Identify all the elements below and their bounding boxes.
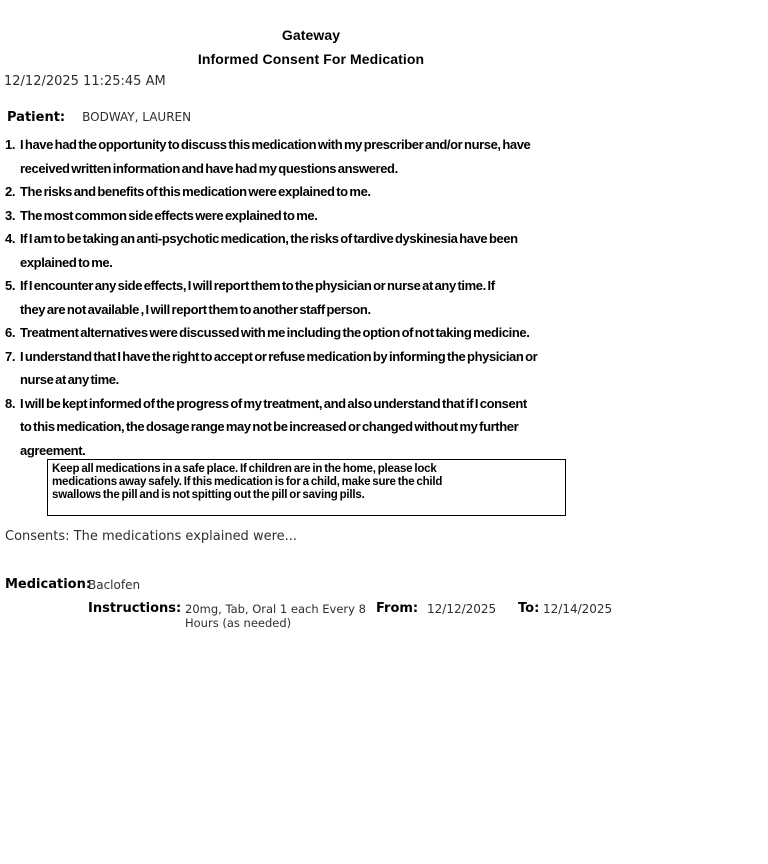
consent-item-1 [5,133,645,180]
consent-item-text: to this medication, the dosage range may not be increased or changed without my further [20,419,519,434]
from-date: 12/12/2025 [427,602,497,616]
consent-item-text: agreement. [20,442,86,458]
consent-item-number: 3. [5,207,16,223]
medication-name: Baclofen [88,578,141,592]
warning-text-line: medications away safely. If this medication is for a child, make sure the child [52,476,443,488]
consent-statement-list [5,133,645,462]
patient-name: BODWAY, LAUREN [82,110,192,124]
consent-item-text: they are not available , I will report them to another staff person. [20,301,371,317]
consent-item-4 [5,227,645,274]
consent-item-text: nurse at any time. [20,372,119,387]
consent-item-text: I understand that I have the right to accept or refuse medication by informing the physician or [20,348,538,364]
consent-item-number: 6. [5,325,16,340]
consent-item-text: explained to me. [20,254,113,270]
consent-item-2 [5,180,645,204]
consent-item-number: 4. [5,231,16,246]
consent-item-7 [5,345,645,392]
instructions-value [185,602,366,630]
consent-item-6 [5,321,645,345]
patient-row [7,108,191,126]
consent-item-text: I have had the opportunity to discuss this medication with my prescriber and/or nurse, have [20,137,531,152]
consent-item-text: Treatment alternatives were discussed with me including the option of not taking medicine. [20,325,530,340]
consent-item-text: I will be kept informed of the progress of my treatment, and also understand that if I consent [20,395,527,411]
patient-label: Patient: [7,110,66,125]
warning-text-line: Keep all medications in a safe place. If children are in the home, please lock [52,463,437,475]
consent-item-number: 8. [5,395,16,411]
medication-label: Medication: [5,577,92,592]
consent-item-text: The risks and benefits of this medication were explained to me. [20,184,371,199]
medication-safety-warning-box [47,459,566,516]
consent-item-8 [5,392,645,463]
consent-item-5 [5,274,645,321]
to-date: 12/14/2025 [543,602,613,616]
consents-summary-line: Consents: The medications explained were... [5,529,298,544]
instructions-text-line: 20mg, Tab, Oral 1 each Every 8 [185,602,366,616]
document-title: Informed Consent For Medication [197,51,425,67]
organization-name: Gateway [281,27,341,43]
consent-item-number: 7. [5,348,16,364]
instructions-label: Instructions: [88,601,182,616]
from-label: From: [376,601,419,616]
instructions-text-line: Hours (as needed) [185,616,292,630]
consent-item-3 [5,204,645,228]
consent-item-text: received written information and have had my questions answered. [20,160,398,176]
consent-item-number: 2. [5,184,16,199]
to-label: To: [518,601,540,616]
consent-item-text: The most common side effects were explained to me. [20,207,318,223]
consent-item-text: If I encounter any side effects, I will report them to the physician or nurse at any time. If [20,278,495,293]
report-datetime: 12/12/2025 11:25:45 AM [4,74,166,89]
warning-text-line: swallows the pill and is not spitting out the pill or saving pills. [52,489,365,501]
consent-item-number: 1. [5,137,16,152]
consent-item-number: 5. [5,278,16,293]
consent-item-text: If I am to be taking an anti-psychotic medication, the risks of tardive dyskinesia have been [20,231,518,246]
